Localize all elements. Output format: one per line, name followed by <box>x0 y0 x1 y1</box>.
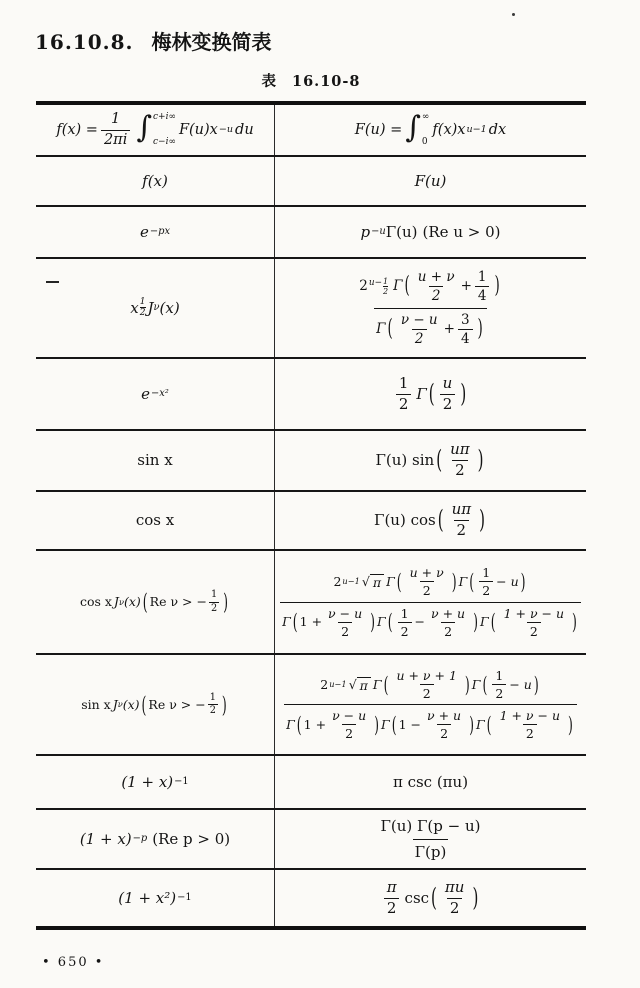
table-row <box>36 810 586 870</box>
numerator: ν + u <box>431 605 466 621</box>
condition: Re ν > − <box>148 696 206 712</box>
gamma-symbol: Γ <box>471 676 481 692</box>
table-row <box>36 359 586 431</box>
superscript <box>369 278 388 296</box>
big-paren: ) <box>572 608 577 635</box>
fraction <box>440 373 456 413</box>
section-title <box>35 26 271 55</box>
numerator: 1 <box>482 565 491 581</box>
numerator: u + ν <box>409 565 444 581</box>
numerator: 1 <box>383 276 389 286</box>
gamma-symbol: Γ <box>377 614 386 630</box>
numerator: 1 + ν − u <box>499 708 561 723</box>
formula-term: cos x <box>79 594 112 610</box>
numerator: π <box>386 877 397 896</box>
formula-term: e <box>141 384 151 403</box>
formula-term: 2 <box>333 574 342 589</box>
header-cell-inverse-transform <box>36 105 275 155</box>
fraction <box>398 607 412 638</box>
cell-left <box>36 431 275 490</box>
numerator: 1 <box>477 269 487 286</box>
numerator: uπ <box>450 440 470 459</box>
cell-left <box>36 810 275 868</box>
denominator: 2 <box>452 460 468 479</box>
subscript: ν <box>153 301 160 313</box>
formula-term: (1 + x) <box>79 829 132 848</box>
denominator: 2 <box>479 581 493 597</box>
fraction <box>415 270 458 303</box>
formula-term: F(u)x <box>178 121 218 138</box>
big-paren: ) <box>370 608 376 635</box>
fraction <box>325 607 365 638</box>
integral-lower-limit: 0 <box>421 136 428 147</box>
big-paren: ) <box>451 568 457 594</box>
denominator: 4 <box>458 329 473 346</box>
denominator: 2 <box>447 898 463 917</box>
subscript: ν <box>118 596 124 607</box>
denominator: 2 <box>420 684 434 700</box>
big-paren: ( <box>431 882 437 913</box>
big-fraction <box>280 566 581 638</box>
denominator: Γ(p) <box>413 839 449 861</box>
denominator: 2 <box>527 622 541 638</box>
formula-term: x <box>130 298 139 317</box>
numerator: Γ(u) Γ(p − u) <box>380 817 481 835</box>
superscript-fraction <box>140 298 146 318</box>
numerator: u + ν + 1 <box>396 667 457 683</box>
big-paren: ( <box>437 504 444 536</box>
integral-limits <box>422 112 430 148</box>
fraction <box>393 669 459 700</box>
big-paren: ( <box>428 378 435 409</box>
numerator: ν − u <box>400 311 438 328</box>
big-paren: ) <box>494 272 500 300</box>
denominator: 2 <box>139 308 146 318</box>
formula-term: csc <box>404 888 430 907</box>
table-row <box>36 492 586 551</box>
big-paren: ) <box>472 882 479 913</box>
numerator: u + ν <box>417 269 455 286</box>
numerator: ν − u <box>328 605 363 621</box>
cell-left <box>36 359 275 429</box>
denominator: 2 <box>454 520 470 539</box>
sqrt-icon: √ <box>361 574 370 589</box>
big-fraction <box>374 818 486 860</box>
formula-term: − u <box>496 574 519 589</box>
superscript: −px <box>149 225 171 237</box>
formula-term: (x) <box>123 594 141 610</box>
formula-term: Γ(u) <box>385 222 418 241</box>
numerator: 3 <box>460 311 470 328</box>
fraction <box>209 590 219 613</box>
denominator: 2 <box>412 329 427 346</box>
formula-term: dx <box>488 121 507 138</box>
cell-left <box>36 157 275 205</box>
formula-term: 1 + <box>303 716 327 732</box>
formula-term: f(x) <box>142 171 168 190</box>
table-row <box>36 259 586 359</box>
denominator: 2 <box>396 394 412 413</box>
denominator: 2 <box>384 898 400 917</box>
denominator: 2 <box>523 724 537 740</box>
formula-term: (x) <box>122 696 140 712</box>
fraction <box>384 877 400 917</box>
cell-right <box>275 359 586 429</box>
denominator: 2 <box>342 724 356 740</box>
fraction <box>492 669 506 700</box>
superscript-fraction <box>383 278 388 296</box>
scan-artifact-dash <box>46 281 59 283</box>
scan-artifact-dot <box>512 13 515 16</box>
fraction <box>447 442 473 479</box>
cell-right <box>275 259 586 357</box>
superscript: −p <box>132 832 148 844</box>
condition: (Re u > 0) <box>422 222 501 241</box>
condition: (Re p > 0) <box>152 829 231 848</box>
numerator: 1 <box>111 111 121 128</box>
cell-left <box>36 551 275 653</box>
big-paren: ( <box>391 711 397 737</box>
cell-right <box>275 492 586 549</box>
formula-term: sin x <box>137 451 173 470</box>
denominator: 2 <box>441 622 455 638</box>
gamma-symbol: Γ <box>376 320 386 337</box>
superscript: −u <box>371 225 386 237</box>
formula-term: du <box>235 121 254 138</box>
denominator: 2 <box>398 622 412 638</box>
numerator: ν + u <box>427 708 462 723</box>
gamma-symbol: Γ <box>386 574 395 589</box>
cell-left <box>36 492 275 549</box>
numerator: 1 <box>139 297 146 307</box>
integral-lower-limit: c−i∞ <box>153 136 176 147</box>
table-row <box>36 551 586 655</box>
big-paren: ) <box>464 670 470 697</box>
numerator: 1 <box>495 667 504 683</box>
formula-term: Γ(u) cos <box>374 511 436 530</box>
formula-term: cos x <box>135 511 175 530</box>
denominator: 2 <box>383 286 389 296</box>
big-paren: ( <box>396 568 402 594</box>
big-paren: ) <box>479 504 485 536</box>
big-paren: ) <box>568 711 573 737</box>
integral-icon: ∫ <box>136 110 152 145</box>
sqrt-icon: √ <box>348 676 357 692</box>
big-paren: ) <box>473 608 478 635</box>
denominator: 2 <box>429 286 444 303</box>
gamma-symbol: Γ <box>475 716 485 732</box>
big-paren: ( <box>490 608 496 635</box>
gamma-symbol: Γ <box>393 278 403 295</box>
big-paren: ( <box>387 608 393 635</box>
big-paren: ) <box>520 568 526 594</box>
gamma-symbol: Γ <box>458 574 468 589</box>
cell-left <box>36 756 275 808</box>
big-paren: ( <box>482 670 488 697</box>
cell-right <box>275 870 586 926</box>
cell-right <box>275 431 586 490</box>
minus-sign: − <box>414 614 426 630</box>
big-paren: ( <box>383 670 389 697</box>
big-paren: ) <box>477 314 483 343</box>
cell-right <box>275 655 586 754</box>
big-paren: ( <box>296 711 302 737</box>
numerator <box>327 566 533 601</box>
numerator: 1 <box>210 589 218 601</box>
gamma-symbol: Γ <box>381 716 390 732</box>
cell-left <box>36 655 275 754</box>
cell-right <box>275 157 586 205</box>
fraction <box>208 693 218 716</box>
cell-right <box>275 551 586 653</box>
plus-sign: + <box>443 320 455 337</box>
fraction <box>398 313 441 346</box>
denominator: 4 <box>475 286 490 303</box>
formula-term: (x) <box>159 298 180 317</box>
table-header-row <box>36 105 586 157</box>
big-paren: ) <box>477 444 484 476</box>
condition: Re ν > − <box>149 594 207 610</box>
big-paren: ( <box>469 568 475 594</box>
fraction <box>407 566 447 597</box>
numerator: u <box>442 373 453 392</box>
denominator: 2 <box>492 684 506 700</box>
fraction <box>424 709 464 740</box>
superscript: −1 <box>174 775 189 787</box>
superscript: −x² <box>151 387 169 399</box>
pi-symbol: π <box>357 677 371 693</box>
integral <box>405 112 429 148</box>
numerator: 1 <box>209 691 216 703</box>
fraction <box>396 373 412 413</box>
caption-number: 16.10-8 <box>291 73 361 90</box>
plus-sign: + <box>460 278 472 295</box>
numerator <box>314 669 546 704</box>
fraction <box>458 313 473 346</box>
numerator: 1 <box>400 605 409 621</box>
superscript: u−1 <box>329 678 347 689</box>
formula-term: 2 <box>320 676 329 692</box>
superscript: u−1 <box>466 124 487 136</box>
cell-left <box>36 207 275 257</box>
mellin-transform-table <box>36 101 586 930</box>
formula-term: sin x <box>81 696 111 712</box>
formula-term: F(u) = <box>354 121 403 138</box>
denominator <box>374 308 487 346</box>
big-paren: ( <box>486 711 492 737</box>
superscript: −u <box>218 124 234 136</box>
denominator: 2 <box>440 394 456 413</box>
gamma-symbol: Γ <box>286 716 295 732</box>
bessel-symbol: J <box>112 696 118 712</box>
numerator: 1 + ν − u <box>503 605 565 621</box>
numerator <box>353 270 508 307</box>
fraction <box>479 566 493 597</box>
formula-term: (1 + x) <box>121 772 174 791</box>
gamma-symbol: Γ <box>282 614 291 630</box>
numerator: πu <box>444 877 465 896</box>
formula-term: (1 + x²) <box>118 888 177 907</box>
table-row <box>36 870 586 926</box>
big-paren: ( <box>292 608 298 635</box>
numerator: ν − u <box>332 708 367 723</box>
big-paren: ) <box>221 690 227 718</box>
fraction <box>442 877 468 917</box>
big-fraction <box>284 669 577 741</box>
table-caption <box>36 70 586 91</box>
table-row <box>36 431 586 492</box>
gamma-symbol: Γ <box>416 384 427 403</box>
fraction <box>101 112 130 147</box>
pi-symbol: π <box>370 574 384 590</box>
big-paren: ) <box>469 711 474 737</box>
denominator: 2 <box>210 602 218 614</box>
subscript: ν <box>117 699 123 710</box>
table-row <box>36 655 586 756</box>
integral-limits <box>153 112 176 148</box>
formula-term: 1 + <box>299 614 323 630</box>
formula-term: 2 <box>359 278 368 295</box>
formula-term: F(u) <box>414 171 447 190</box>
fraction <box>497 709 563 740</box>
numerator: uπ <box>451 500 472 519</box>
caption-label: 表 <box>261 73 276 90</box>
fraction <box>449 502 475 539</box>
cell-left <box>36 870 275 926</box>
table-row <box>36 157 586 207</box>
big-paren: ) <box>460 378 467 409</box>
superscript: −1 <box>177 891 192 903</box>
bessel-symbol: J <box>113 594 119 610</box>
big-paren: ) <box>533 670 539 697</box>
fraction <box>329 709 369 740</box>
fraction <box>501 607 567 638</box>
bessel-symbol: J <box>147 298 154 317</box>
denominator: 2 <box>420 581 434 597</box>
big-paren: ( <box>141 690 147 718</box>
section-name: 梅林变换简表 <box>151 30 272 54</box>
denominator: 2πi <box>101 130 130 148</box>
denominator: 2 <box>437 724 451 740</box>
denominator <box>284 704 577 740</box>
fraction <box>475 270 490 303</box>
big-paren: ( <box>387 314 393 343</box>
table-row <box>36 756 586 810</box>
formula-term: f(x)x <box>432 121 466 138</box>
formula-term: π csc (πu) <box>392 772 469 791</box>
integral-upper-limit: c+i∞ <box>153 112 176 122</box>
formula-term: e <box>139 222 149 241</box>
gamma-symbol: Γ <box>372 676 382 692</box>
formula-term: 1 − <box>398 716 422 732</box>
big-paren: ) <box>223 587 229 615</box>
big-fraction <box>353 270 508 346</box>
denominator: 2 <box>209 705 216 716</box>
page-number: • 650 • <box>42 955 105 970</box>
formula-term: f(x) = <box>56 121 98 138</box>
cell-left <box>36 259 275 357</box>
denominator <box>280 602 581 638</box>
big-paren: ( <box>142 587 148 615</box>
numerator: 1 <box>398 373 409 392</box>
cell-right <box>275 810 586 868</box>
cell-right <box>275 756 586 808</box>
formula-term: p <box>360 222 371 241</box>
big-paren: ) <box>374 711 380 737</box>
formula-term: u− <box>368 278 383 289</box>
integral-icon: ∫ <box>405 110 421 145</box>
big-paren: ( <box>404 272 410 300</box>
integral-upper-limit: ∞ <box>421 112 430 122</box>
formula-term: Γ(u) sin <box>375 451 435 470</box>
table-row <box>36 207 586 259</box>
fraction <box>428 607 468 638</box>
section-number: 16.10.8. <box>35 30 134 54</box>
cell-right <box>275 207 586 257</box>
header-cell-forward-transform <box>275 105 586 155</box>
superscript: u−1 <box>342 576 360 587</box>
formula-term: − u <box>509 676 532 692</box>
gamma-symbol: Γ <box>480 614 489 630</box>
denominator: 2 <box>338 622 352 638</box>
integral <box>136 112 176 148</box>
big-paren: ( <box>436 444 443 476</box>
